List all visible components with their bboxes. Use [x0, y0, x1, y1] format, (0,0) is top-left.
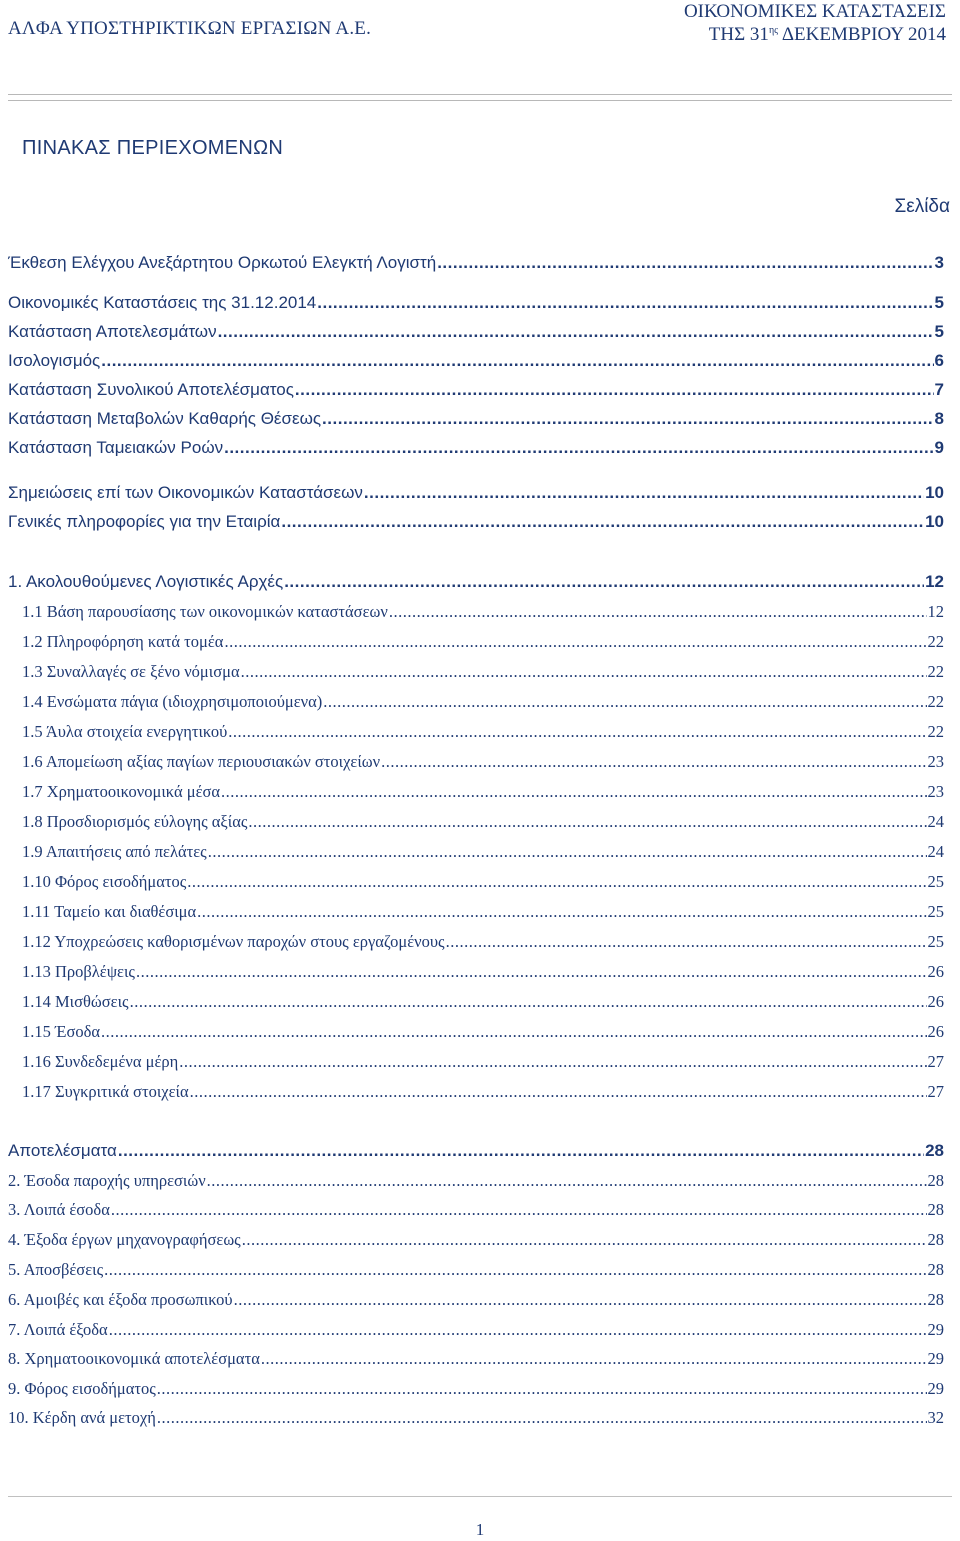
toc-entry-page: 7	[934, 380, 944, 399]
toc-dot-leader	[111, 1200, 927, 1220]
toc-entry[interactable]	[22, 662, 944, 682]
toc-entry[interactable]	[22, 1082, 944, 1102]
toc-entry-page: 10	[925, 483, 944, 502]
toc-entry-label: Οικονομικές Καταστάσεις της 31.12.2014	[8, 293, 317, 312]
toc-entry[interactable]	[8, 512, 944, 532]
toc-entry-page: 24	[927, 812, 944, 831]
toc-entry[interactable]	[22, 872, 944, 892]
toc-dot-leader	[157, 1379, 927, 1399]
title-date-prefix: ΤΗΣ 31	[708, 24, 769, 45]
toc-entry-label: 1.4 Ενσώματα πάγια (ιδιοχρησιμοποιούμενα)	[22, 692, 323, 711]
toc-entry-label: 1.2 Πληροφόρηση κατά τομέα	[22, 632, 224, 651]
toc-entry[interactable]	[22, 842, 944, 862]
toc-entry[interactable]	[22, 602, 944, 622]
toc-dot-leader	[101, 1022, 926, 1042]
header-divider-bottom	[8, 100, 952, 101]
toc-entry[interactable]	[22, 632, 944, 652]
toc-dot-leader	[261, 1349, 927, 1369]
toc-entry[interactable]	[8, 1320, 944, 1340]
page-number: 1	[475, 1520, 485, 1539]
toc-dot-leader	[446, 932, 927, 952]
toc-dot-leader	[130, 992, 927, 1012]
toc-dot-leader	[208, 842, 927, 862]
toc-entry[interactable]	[8, 1260, 944, 1280]
toc-entry-label: 10. Κέρδη ανά μετοχή	[8, 1408, 156, 1427]
toc-dot-leader	[157, 1408, 927, 1428]
toc-entry[interactable]	[8, 1171, 944, 1191]
toc-entry[interactable]	[8, 1290, 944, 1310]
toc-entry[interactable]	[22, 902, 944, 922]
toc-entry-page: 22	[927, 632, 944, 651]
toc-entry-page: 28	[927, 1290, 944, 1309]
toc-dot-leader	[224, 632, 926, 652]
toc-dot-leader	[389, 602, 927, 622]
toc-entry[interactable]	[22, 782, 944, 802]
toc-entry[interactable]	[8, 293, 944, 313]
toc-entry[interactable]	[8, 483, 944, 503]
toc-entry[interactable]	[22, 962, 944, 982]
toc-entry-page: 12	[925, 572, 944, 591]
toc-dot-leader	[101, 351, 933, 371]
toc-entry-label: Ισολογισμός	[8, 351, 101, 370]
toc-entry-page: 12	[927, 602, 944, 621]
toc-entry-label: 1.1 Βάση παρουσίασης των οικονομικών καταστάσεων	[22, 602, 388, 621]
toc-entry[interactable]	[8, 380, 944, 400]
toc-dot-leader	[228, 722, 926, 742]
toc-entry-page: 28	[925, 1141, 944, 1160]
toc-entry-label: Έκθεση Ελέγχου Ανεξάρτητου Ορκωτού Ελεγκτή Λογιστή	[8, 253, 437, 272]
toc-entry[interactable]	[8, 572, 944, 592]
toc-entry-page: 28	[927, 1230, 944, 1249]
toc-page-column-label: Σελίδα	[894, 196, 950, 217]
toc-dot-leader	[109, 1320, 927, 1340]
toc-entry-label: Αποτελέσματα	[8, 1141, 117, 1160]
toc-dot-leader	[317, 293, 933, 313]
toc-entry-page: 25	[927, 872, 944, 891]
toc-entry-page: 6	[934, 351, 944, 370]
toc-entry-label: Κατάσταση Ταμειακών Ροών	[8, 438, 224, 457]
toc-dot-leader	[381, 752, 926, 772]
document-title	[684, 0, 946, 46]
page-header	[0, 0, 960, 46]
document-title-line2	[684, 23, 946, 46]
toc-entry-label: 8. Χρηματοοικονομικά αποτελέσματα	[8, 1349, 260, 1368]
toc-entry-label: Κατάσταση Συνολικού Αποτελέσματος	[8, 380, 294, 399]
toc-entry-label: 1.16 Συνδεδεμένα μέρη	[22, 1052, 179, 1071]
header-divider-top	[8, 94, 952, 95]
toc-entry[interactable]	[22, 812, 944, 832]
toc-entry-label: Κατάσταση Αποτελεσμάτων	[8, 322, 217, 341]
toc-entry-label: 7. Λοιπά έξοδα	[8, 1320, 108, 1339]
toc-entry-label: 5. Αποσβέσεις	[8, 1260, 104, 1279]
toc-entry-page: 29	[927, 1320, 944, 1339]
footer-divider	[8, 1496, 952, 1497]
toc-entry-page: 25	[927, 902, 944, 921]
toc-entry-page: 29	[927, 1349, 944, 1368]
toc-entry-page: 10	[925, 512, 944, 531]
toc-entry-label: 1.10 Φόρος εισοδήματος	[22, 872, 187, 891]
toc-entry-label: 1.14 Μισθώσεις	[22, 992, 129, 1011]
toc-entry-label: 1.17 Συγκριτικά στοιχεία	[22, 1082, 189, 1101]
toc-entry-page: 25	[927, 932, 944, 951]
title-date-suffix: ΔΕΚΕΜΒΡΙΟΥ 2014	[778, 24, 946, 45]
toc-entry-label: 1.3 Συναλλαγές σε ξένο νόμισμα	[22, 662, 240, 681]
toc-dot-leader	[218, 322, 934, 342]
toc-entry-page: 9	[934, 438, 944, 457]
toc-dot-leader	[187, 872, 926, 892]
toc-entry[interactable]	[8, 1141, 944, 1161]
toc-entry-label: 3. Λοιπά έσοδα	[8, 1200, 110, 1219]
toc-entry-label: 6. Αμοιβές και έξοδα προσωπικού	[8, 1290, 233, 1309]
toc-dot-leader	[118, 1141, 924, 1161]
toc-entry-page: 23	[927, 782, 944, 801]
toc-entry-label: 1.8 Προσδιορισμός εύλογης αξίας	[22, 812, 248, 831]
toc-entry-page: 28	[927, 1171, 944, 1190]
toc-entry[interactable]	[8, 1349, 944, 1369]
toc-dot-leader	[136, 962, 927, 982]
toc-entry-page: 3	[934, 253, 944, 272]
toc-entry-page: 32	[927, 1408, 944, 1427]
toc-dot-leader	[104, 1260, 926, 1280]
toc-dot-leader	[241, 662, 927, 682]
toc-dot-leader	[190, 1082, 927, 1102]
toc-dot-leader	[224, 438, 933, 458]
toc-dot-leader	[437, 253, 933, 273]
toc-dot-leader	[323, 692, 926, 712]
toc-dot-leader	[234, 1290, 927, 1310]
toc-entry[interactable]	[8, 1408, 944, 1428]
toc-entry-page: 22	[927, 722, 944, 741]
toc-dot-leader	[284, 572, 924, 592]
toc-entry[interactable]	[8, 253, 944, 273]
toc-entry-label: 1.12 Υποχρεώσεις καθορισμένων παροχών στους εργαζομένους	[22, 932, 445, 951]
toc-entry[interactable]	[8, 1230, 944, 1250]
toc-entry[interactable]	[22, 692, 944, 712]
toc-entry-label: Κατάσταση Μεταβολών Καθαρής Θέσεως	[8, 409, 322, 428]
toc-entry-page: 28	[927, 1260, 944, 1279]
toc-entry-page: 22	[927, 662, 944, 681]
toc-entry[interactable]	[22, 752, 944, 772]
toc-dot-leader	[248, 812, 926, 832]
toc-dot-leader	[242, 1230, 927, 1250]
toc-title: ΠΙΝΑΚΑΣ ΠΕΡΙΕΧΟΜΕΝΩΝ	[22, 137, 284, 159]
toc-entry[interactable]	[22, 932, 944, 952]
title-date-ordinal: ης	[768, 25, 779, 36]
toc-entry[interactable]	[22, 1052, 944, 1072]
toc-dot-leader	[281, 512, 924, 532]
document-title-line1: ΟΙΚΟΝΟΜΙΚΕΣ ΚΑΤΑΣΤΑΣΕΙΣ	[683, 1, 946, 22]
toc-dot-leader	[197, 902, 926, 922]
toc-entry[interactable]	[8, 438, 944, 458]
toc-entry-page: 26	[927, 962, 944, 981]
toc-entry-label: 1.11 Ταμείο και διαθέσιμα	[22, 902, 197, 921]
toc-entry-label: Σημειώσεις επί των Οικονομικών Καταστάσεων	[8, 483, 363, 502]
toc-dot-leader	[364, 483, 924, 503]
toc-entry-label: 4. Έξοδα έργων μηχανογραφήσεως	[8, 1230, 241, 1249]
toc-entry-page: 27	[927, 1082, 944, 1101]
toc-entry-label: 1.15 Έσοδα	[22, 1022, 101, 1041]
toc-entry[interactable]	[22, 722, 944, 742]
toc-entry-label: 1.13 Προβλέψεις	[22, 962, 135, 981]
toc-entry-page: 27	[927, 1052, 944, 1071]
toc-entry[interactable]	[8, 351, 944, 371]
toc-entry-label: 1.9 Απαιτήσεις από πελάτες	[22, 842, 207, 861]
company-name: ΑΛΦΑ ΥΠΟΣΤΗΡΙΚΤΙΚΩΝ ΕΡΓΑΣΙΩΝ Α.Ε.	[8, 18, 372, 39]
toc-entry-label: Γενικές πληροφορίες για την Εταιρία	[8, 512, 281, 531]
toc-entry-label: 1.7 Χρηματοοικονομικά μέσα	[22, 782, 221, 801]
toc-entry[interactable]	[8, 409, 944, 429]
toc-entry[interactable]	[8, 322, 944, 342]
toc-dot-leader	[322, 409, 933, 429]
toc-entry[interactable]	[8, 1200, 944, 1220]
toc-entry-page: 29	[927, 1379, 944, 1398]
toc-entry-label: 1.6 Απομείωση αξίας παγίων περιουσιακών στοιχείων	[22, 752, 381, 771]
toc-dot-leader	[295, 380, 934, 400]
toc-entry-page: 26	[927, 992, 944, 1011]
toc-entry-page: 22	[927, 692, 944, 711]
toc-entry[interactable]	[8, 1379, 944, 1399]
toc-entry-label: 1. Ακολουθούμενες Λογιστικές Αρχές	[8, 572, 284, 591]
toc-entry-page: 26	[927, 1022, 944, 1041]
toc-dot-leader	[207, 1171, 927, 1191]
toc-entry-page: 23	[927, 752, 944, 771]
toc-dot-leader	[221, 782, 926, 802]
toc-entry[interactable]	[22, 992, 944, 1012]
toc-entry-page: 28	[927, 1200, 944, 1219]
toc-entry[interactable]	[22, 1022, 944, 1042]
toc-entry-label: 2. Έσοδα παροχής υπηρεσιών	[8, 1171, 206, 1190]
toc-entry-label: 9. Φόρος εισοδήματος	[8, 1379, 156, 1398]
toc-entry-page: 8	[934, 409, 944, 428]
toc-entry-page: 5	[934, 322, 944, 341]
toc-entry-label: 1.5 Άυλα στοιχεία ενεργητικού	[22, 722, 228, 741]
toc-entry-page: 24	[927, 842, 944, 861]
toc-dot-leader	[179, 1052, 926, 1072]
toc-entry-page: 5	[934, 293, 944, 312]
